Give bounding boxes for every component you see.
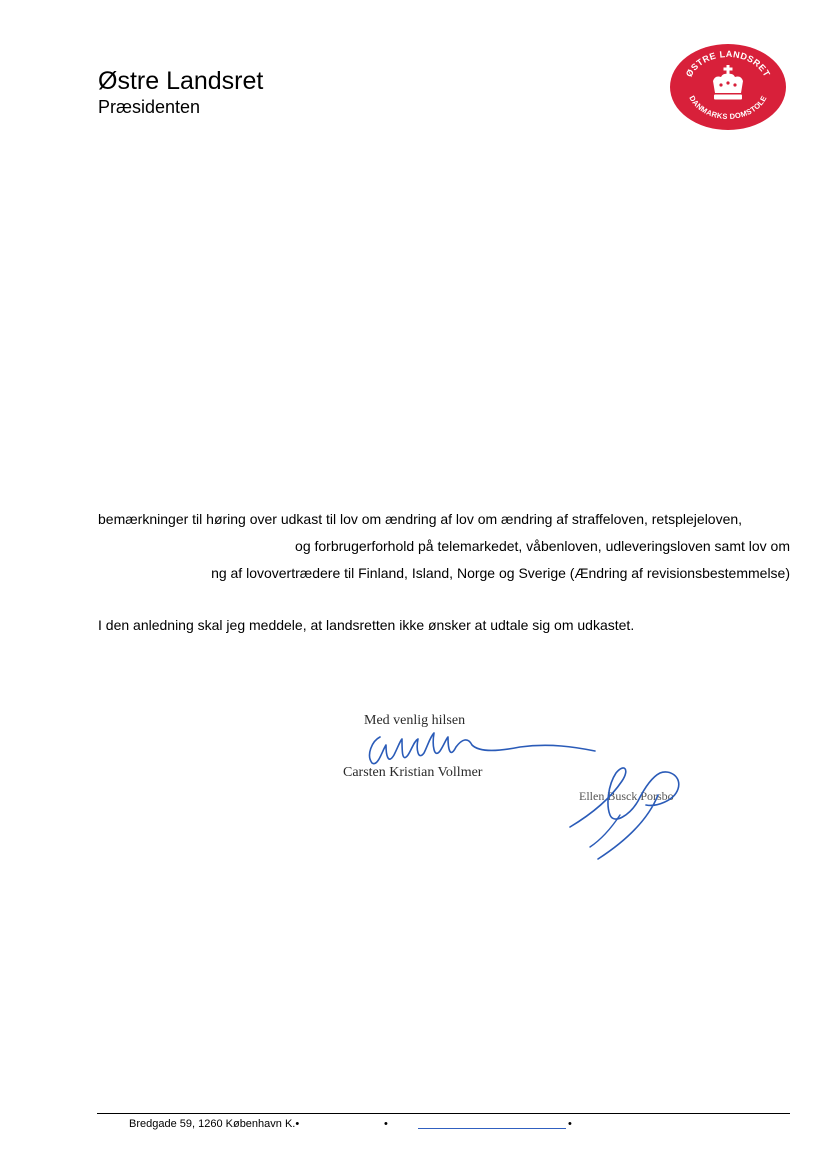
signer-name-1: Carsten Kristian Vollmer — [343, 765, 483, 780]
closing-salutation: Med venlig hilsen — [364, 713, 466, 728]
footer-rule — [97, 1113, 790, 1114]
svg-text:DANMARKS DOMSTOLE: DANMARKS DOMSTOLE — [687, 94, 769, 122]
footer-separator-2: • — [568, 1118, 572, 1130]
body-line-3: ng af lovovertrædere til Finland, Island, Norge og Sverige (Ændring af revisionsbestemmelse) — [211, 565, 790, 581]
body-line-2: og forbrugerforhold på telemarkedet, våbenloven, udleveringsloven samt lov om — [295, 538, 790, 554]
footer-link[interactable] — [418, 1117, 566, 1129]
org-name: Østre Landsret — [98, 67, 264, 95]
body-line-1: bemærkninger til høring over udkast til lov om ændring af lov om ændring af straffeloven, retsplejeloven, — [98, 511, 743, 527]
svg-text:ØSTRE LANDSRET: ØSTRE LANDSRET — [683, 48, 773, 79]
court-seal-logo — [669, 43, 787, 131]
signer-name-2: Ellen Busck Porsbo — [579, 789, 674, 803]
body-paragraph: I den anledning skal jeg meddele, at landsretten ikke ønsker at udtale sig om udkastet. — [98, 617, 635, 633]
handwritten-signature-2 — [560, 755, 700, 865]
footer-separator-1: • — [384, 1118, 388, 1130]
footer-address: Bredgade 59, 1260 København K.• — [129, 1118, 300, 1130]
org-subtitle: Præsidenten — [98, 97, 201, 117]
